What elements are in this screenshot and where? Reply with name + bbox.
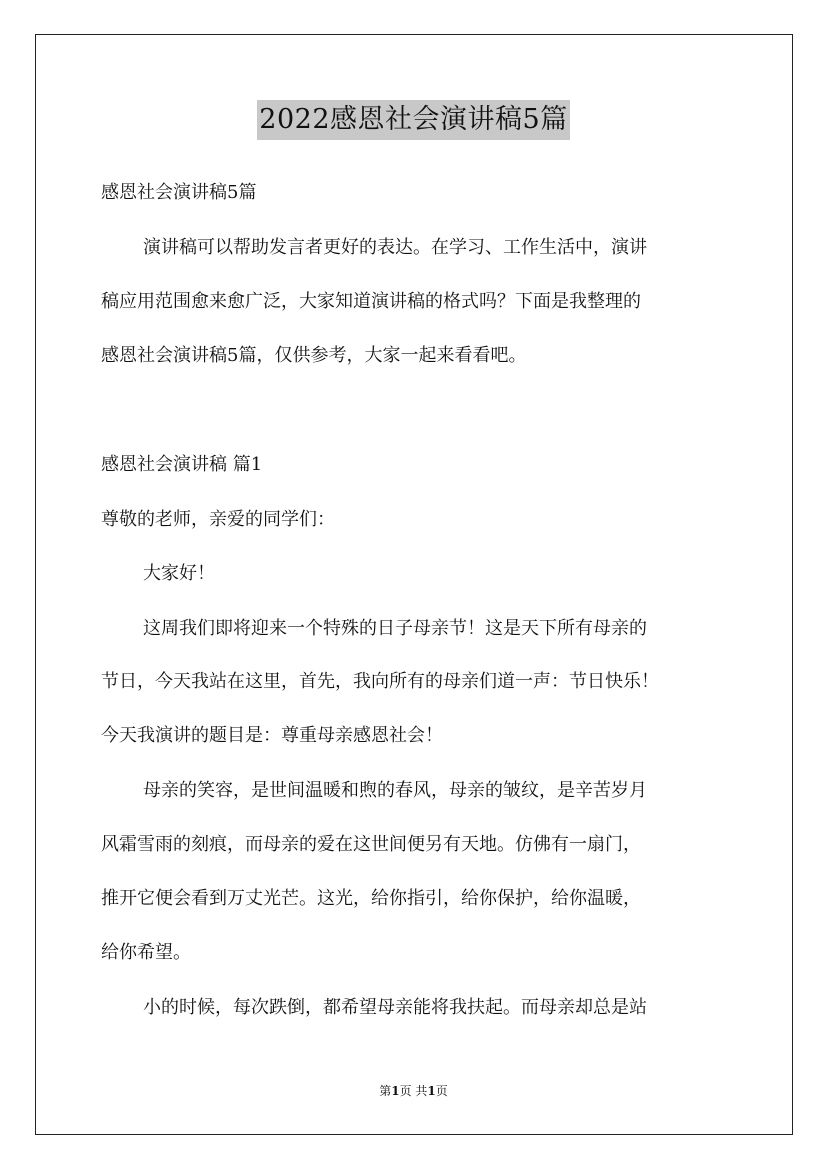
paragraph-line: 稿应用范围愈来愈广泛，大家知道演讲稿的格式吗？下面是我整理的 [101, 291, 641, 312]
footer-mid: 页 共 [399, 1084, 428, 1098]
salutation: 尊敬的老师，亲爱的同学们： [101, 509, 335, 530]
paragraph-line: 推开它便会看到万丈光芒。这光，给你指引，给你保护，给你温暖， [101, 888, 641, 909]
paragraph-line: 这周我们即将迎来一个特殊的日子母亲节！这是天下所有母亲的 [143, 618, 647, 639]
paragraph-line: 风霜雪雨的刻痕，而母亲的爱在这世间便另有天地。仿佛有一扇门， [101, 834, 641, 855]
paragraph-line: 小的时候，每次跌倒，都希望母亲能将我扶起。而母亲却总是站 [143, 997, 647, 1018]
document-title: 2022感恩社会演讲稿5篇 [257, 100, 569, 140]
paragraph-line: 节日，今天我站在这里，首先，我向所有的母亲们道一声：节日快乐！ [101, 671, 659, 692]
footer-suffix: 页 [435, 1084, 448, 1098]
greeting: 大家好！ [143, 563, 215, 584]
paragraph-line: 演讲稿可以帮助发言者更好的表达。在学习、工作生活中，演讲 [143, 237, 647, 258]
footer-total-pages: 1 [427, 1084, 436, 1098]
title-container [0, 100, 827, 140]
paragraph-line: 感恩社会演讲稿5篇，仅供参考，大家一起来看看吧。 [101, 345, 527, 366]
page-footer [0, 1083, 827, 1099]
speech-heading: 感恩社会演讲稿 篇1 [101, 454, 263, 475]
section-heading: 感恩社会演讲稿5篇 [101, 182, 257, 203]
footer-prefix: 第 [379, 1084, 392, 1098]
paragraph-line: 今天我演讲的题目是：尊重母亲感恩社会！ [101, 725, 443, 746]
footer-page-number: 1 [391, 1084, 400, 1098]
paragraph-line: 给你希望。 [101, 942, 191, 963]
paragraph-line: 母亲的笑容，是世间温暖和煦的春风，母亲的皱纹，是辛苦岁月 [143, 780, 647, 801]
